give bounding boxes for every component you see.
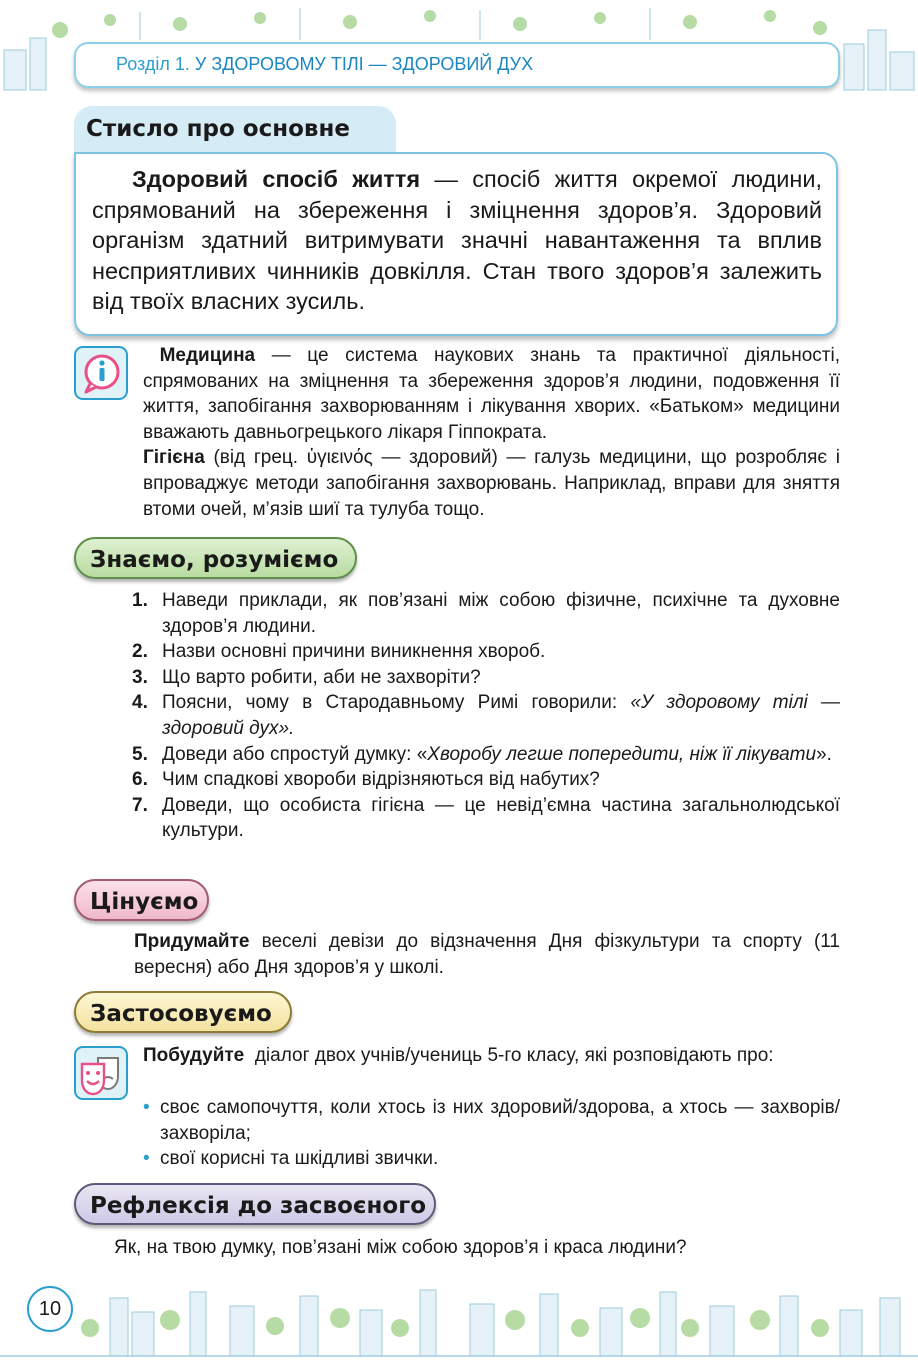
value-term: Придумайте — [134, 931, 250, 952]
item-number: 4. — [132, 692, 148, 714]
item-number: 5. — [132, 743, 148, 765]
bullet-dot: • — [143, 1148, 150, 1170]
info-hygiene-text: (від грец. ὑγιεινός — здоровий) — галузь медицини, що розробляє і впроваджує методи запобігання захворювань. Наприклад, вправи для зняття втоми очей, м’язів шиї та тулуба тощо. — [143, 447, 840, 520]
list-item — [132, 665, 840, 691]
list-item — [132, 690, 840, 741]
reflect-heading: Рефлексія до засвоєного — [74, 1183, 436, 1225]
list-item — [132, 767, 840, 793]
question-list — [132, 588, 840, 844]
list-item — [143, 1146, 840, 1172]
item-number: 3. — [132, 666, 148, 688]
item-number: 1. — [132, 590, 148, 611]
theatre-masks-icon — [74, 1046, 128, 1100]
value-task: веселі девізи до відзначення Дня фізкультури та спорту (11 вересня) або Дня здоров’я у школі. — [134, 931, 840, 978]
item-quote: «У здоровому тілі — здоровий дух». — [162, 692, 840, 739]
item-text: Доведи або спростуй думку: « — [162, 743, 428, 765]
list-item — [132, 742, 840, 768]
section-prefix: Розділ 1. — [116, 54, 190, 74]
item-number: 2. — [132, 641, 148, 663]
item-quote: Хворобу легше попередити, ніж її лікувати — [427, 743, 817, 765]
info-text — [143, 343, 840, 522]
list-item — [132, 639, 840, 665]
item-text: Чим спадкові хвороби відрізняються від набутих? — [162, 769, 600, 791]
list-item — [132, 588, 840, 639]
reflect-question: Як, на твою думку, пов’язані між собою здоров’я і краса людини? — [114, 1237, 687, 1258]
item-text-end: ». — [816, 743, 832, 765]
bullet-text: свої корисні та шкідливі звички. — [160, 1148, 439, 1170]
item-number: 6. — [132, 769, 148, 791]
item-text: Назви основні причини виникнення хвороб. — [162, 641, 546, 663]
apply-bullet-list — [143, 1095, 840, 1172]
summary-definition: — спосіб життя окремої людини, спрямований на збереження і зміцнення здоров’я. Здоровий організм здатний витримувати значні навантаження та вплив несприятливих чинників довкілля. Стан твого здоров’я залежить від твоїх власних зусиль. — [92, 166, 822, 314]
bullet-dot: • — [143, 1097, 150, 1118]
apply-task: діалог двох учнів/учениць 5-го класу, які розповідають про: — [244, 1045, 774, 1066]
item-text: Наведи приклади, як пов’язані між собою фізичне, психічне та духовне здоров’я людини. — [162, 590, 840, 637]
list-item — [143, 1095, 840, 1146]
apply-term: Побудуйте — [143, 1045, 245, 1066]
section-title — [116, 54, 533, 75]
summary-heading: Стисло про основне — [74, 106, 396, 154]
info-term-medicine: Медицина — [159, 345, 256, 366]
bullet-text: своє самопочуття, коли хтось із них здоровий/здорова, а хтось — захворів/захворіла; — [160, 1097, 840, 1144]
summary-box — [74, 152, 838, 336]
item-number: 7. — [132, 794, 148, 816]
item-text: Що варто робити, аби не захворіти? — [162, 666, 481, 688]
info-term-hygiene: Гігієна — [143, 447, 205, 469]
info-icon — [74, 346, 128, 400]
apply-text — [143, 1043, 840, 1069]
value-text — [134, 929, 840, 980]
summary-term: Здоровий спосіб життя — [132, 166, 421, 192]
value-heading: Цінуємо — [74, 879, 209, 921]
item-text: Доведи, що особиста гігієна — це невід’ємна частина загальнолюдської культури. — [162, 794, 840, 842]
apply-heading: Застосовуємо — [74, 991, 292, 1033]
know-heading: Знаємо, розуміємо — [74, 537, 357, 579]
list-item — [132, 793, 840, 844]
section-name: У ЗДОРОВОМУ ТІЛІ — ЗДОРОВИЙ ДУХ — [194, 54, 534, 74]
info-medicine-text: — це система наукових знань та практичної діяльності, спрямованих на зміцнення та збереження здоров’я людини, подовження її життя, запобігання захворюванням і лікування хворих. «Батьком» медицини вважають давньогрецького лікаря Гіппократа. — [143, 345, 840, 443]
page-number: 10 — [27, 1286, 73, 1332]
summary-text — [92, 164, 822, 317]
section-header — [74, 42, 840, 88]
bottom-city-decoration — [0, 1268, 918, 1360]
item-text: Поясни, чому в Стародавньому Римі говорили: — [162, 692, 631, 714]
